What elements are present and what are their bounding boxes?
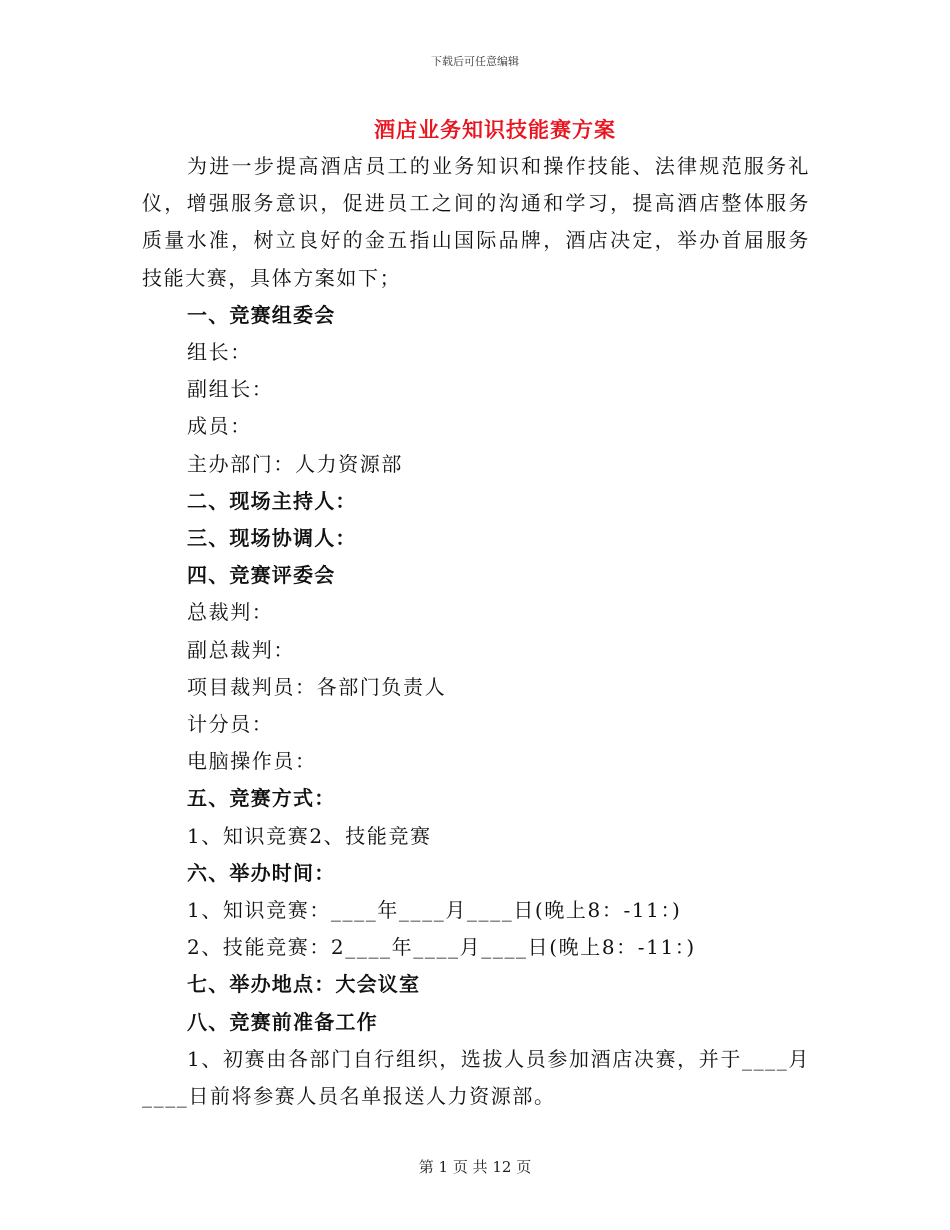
text-line: 主办部门：人力资源部 <box>187 451 403 476</box>
page-header: 下载后可任意编辑 <box>431 55 519 68</box>
text-line: 1、知识竞赛2、技能竞赛 <box>187 823 432 848</box>
text-line: 电脑操作员： <box>187 749 317 774</box>
section-heading-4: 四、竞赛评委会 <box>187 563 336 588</box>
text-line: 计分员： <box>187 712 274 737</box>
section-heading-3: 三、现场协调人： <box>187 526 357 551</box>
section-heading-8: 八、竞赛前准备工作 <box>187 1009 378 1034</box>
section-heading-5: 五、竞赛方式： <box>187 786 336 811</box>
text-line: 组长： <box>187 340 252 365</box>
section-heading-6: 六、举办时间： <box>187 860 336 885</box>
text-line: 副总裁判： <box>187 637 295 662</box>
document-title: 酒店业务知识技能赛方案 <box>374 118 616 142</box>
text-line: 副组长： <box>187 377 274 402</box>
page-footer: 第 1 页 共 12 页 <box>418 1158 532 1176</box>
section-heading-1: 一、竞赛组委会 <box>187 302 336 327</box>
section-heading-7: 七、举办地点：大会议室 <box>187 972 421 997</box>
text-line: 2、技能竞赛：2____年____月____日(晚上8：-11：) <box>187 935 696 960</box>
prep-paragraph: 1、初赛由各部门自行组织，选拔人员参加酒店决赛，并于____月____日前将参赛人员名单报送人力资源部。 <box>142 1046 810 1109</box>
text-line: 1、知识竞赛：____年____月____日(晚上8：-11：) <box>187 898 682 923</box>
text-line: 项目裁判员：各部门负责人 <box>187 674 447 699</box>
section-heading-2: 二、现场主持人： <box>187 488 357 513</box>
text-line: 总裁判： <box>187 600 274 625</box>
text-line: 成员： <box>187 414 252 439</box>
intro-paragraph: 为进一步提高酒店员工的业务知识和操作技能、法律规范服务礼仪，增强服务意识，促进员工之间的沟通和学习，提高酒店整体服务质量水准，树立良好的金五指山国际品牌，酒店决定，举办首届服务技能大赛，具体方案如下； <box>142 154 810 290</box>
document-body <box>142 148 810 1115</box>
